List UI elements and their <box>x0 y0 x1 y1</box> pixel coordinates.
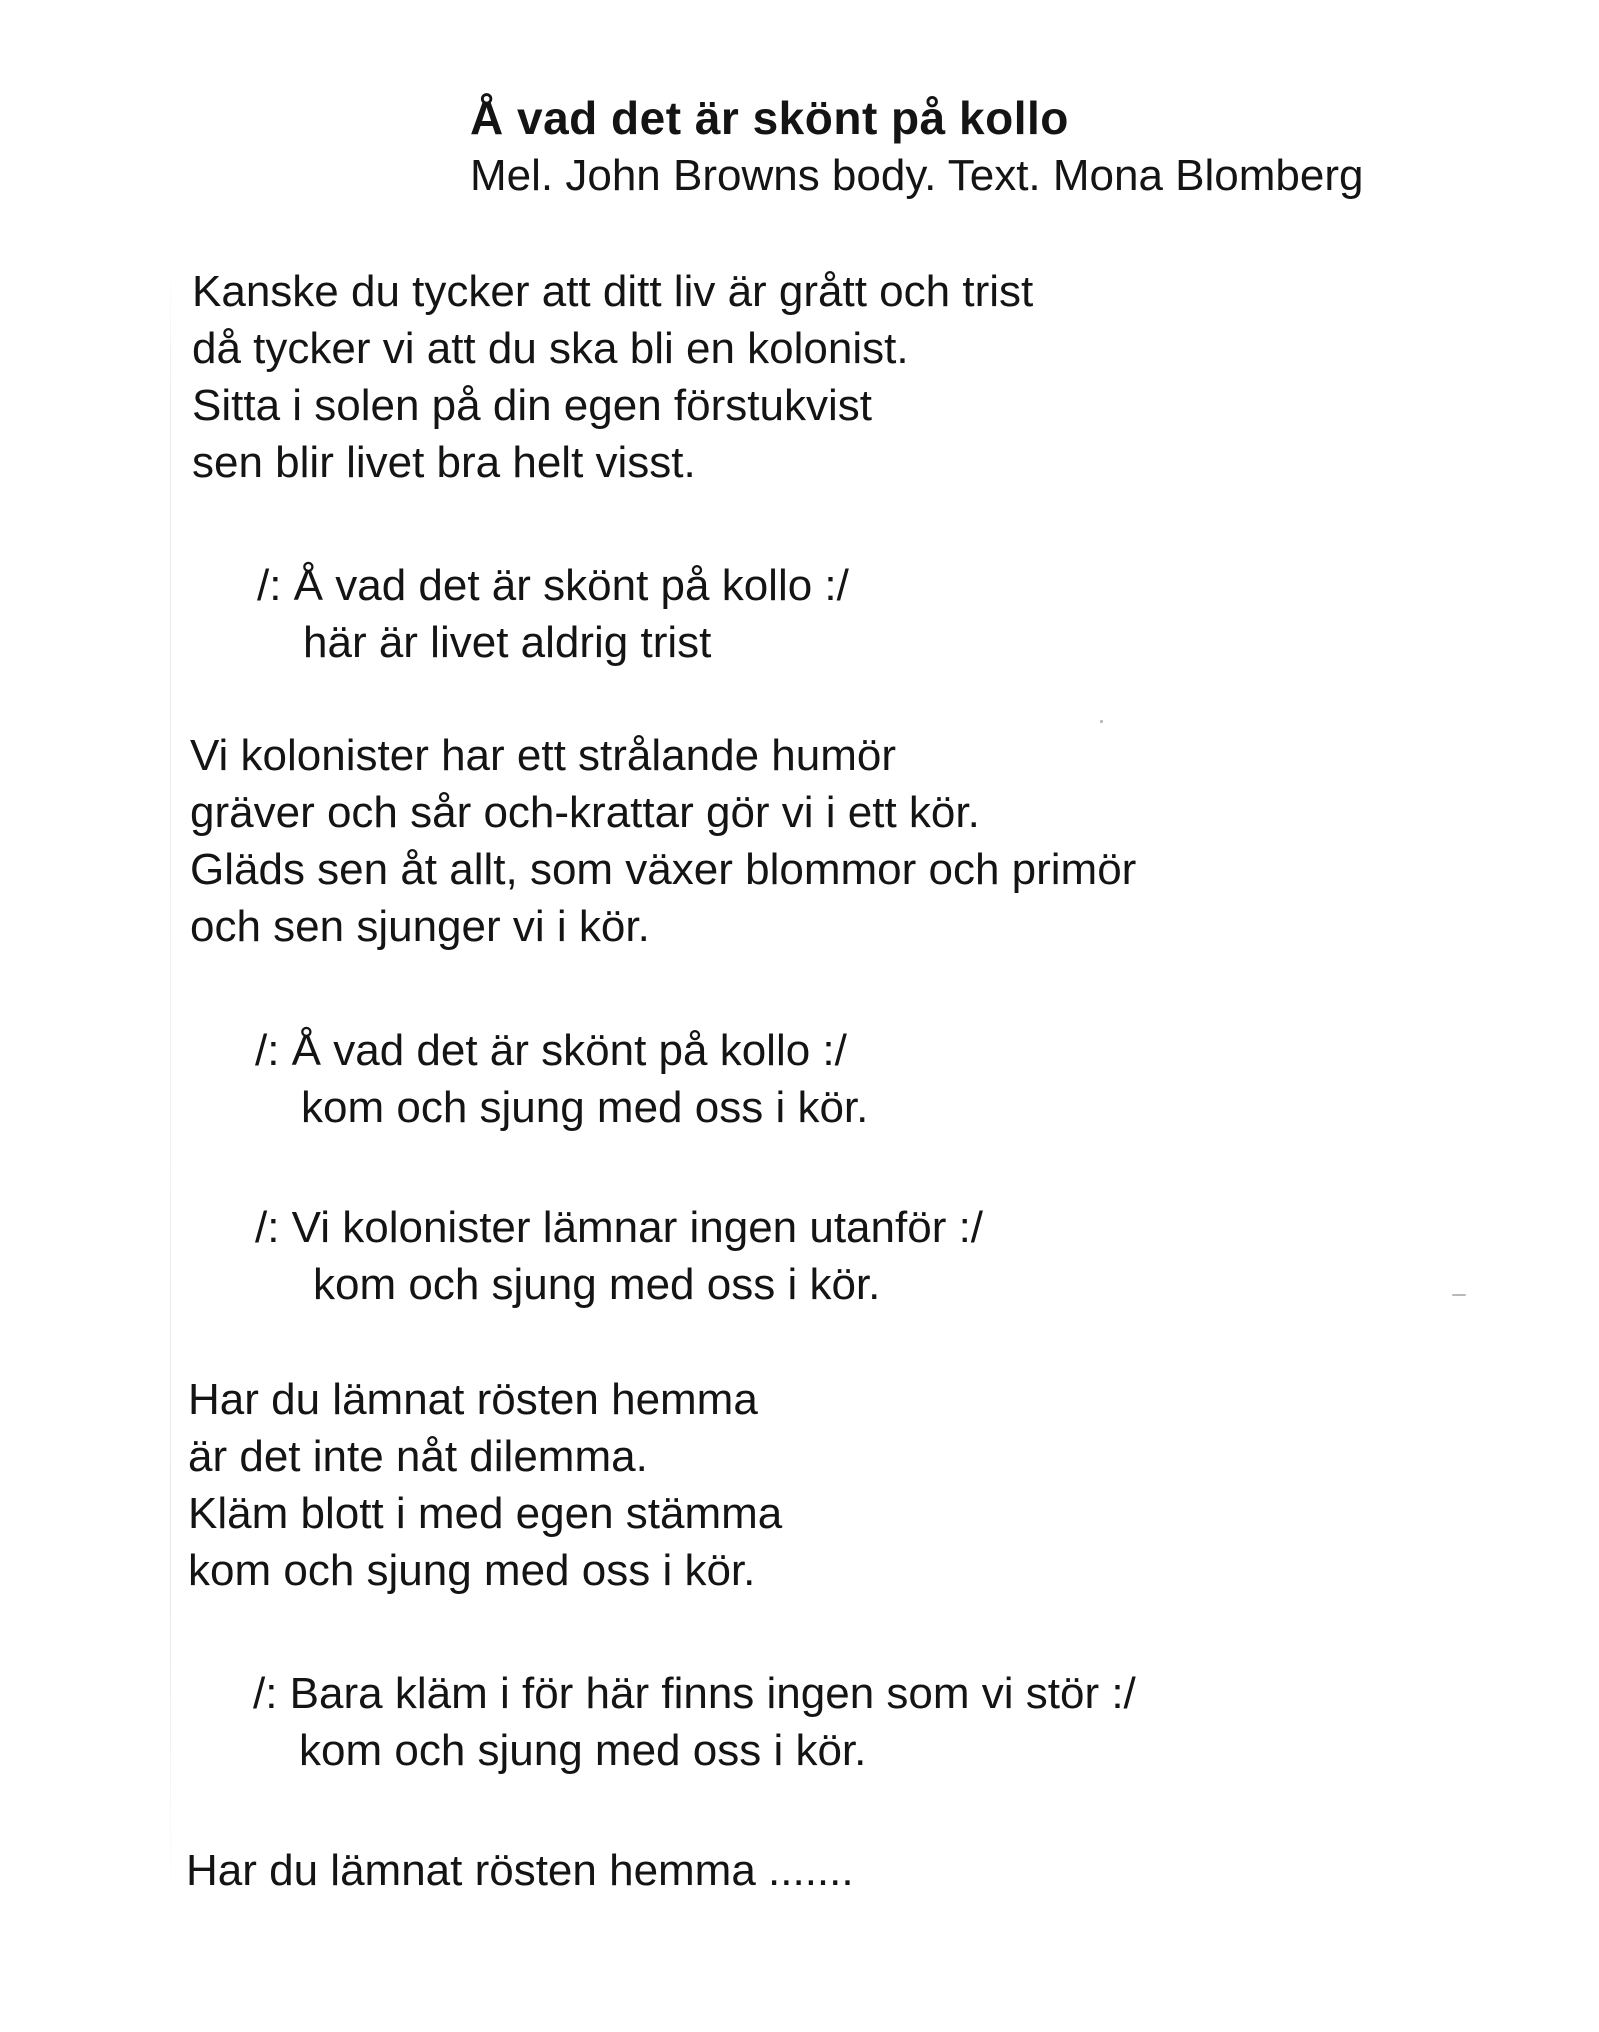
chorus-line: kom och sjung med oss i kör. <box>301 1083 869 1132</box>
lyric-line: och sen sjunger vi i kör. <box>190 902 650 951</box>
lyric-line: Sitta i solen på din egen förstukvist <box>192 381 872 430</box>
song-title: Å vad det är skönt på kollo <box>470 92 1069 144</box>
lyric-line: Har du lämnat rösten hemma <box>188 1375 758 1424</box>
verse-3 <box>188 1371 782 1599</box>
chorus-1 <box>257 557 849 671</box>
lyric-line: gräver och sår och-krattar gör vi i ett kör. <box>190 788 980 837</box>
chorus-line: kom och sjung med oss i kör. <box>299 1726 867 1775</box>
chorus-line: kom och sjung med oss i kör. <box>313 1260 881 1309</box>
chorus-4 <box>253 1665 1136 1779</box>
chorus-line: /: Å vad det är skönt på kollo :/ <box>257 561 849 610</box>
closing-line <box>186 1842 854 1899</box>
lyric-line: kom och sjung med oss i kör. <box>188 1546 756 1595</box>
chorus-line: /: Å vad det är skönt på kollo :/ <box>255 1026 847 1075</box>
chorus-line: här är livet aldrig trist <box>303 618 712 667</box>
lyric-line: Vi kolonister har ett strålande humör <box>190 731 896 780</box>
lyric-line: Har du lämnat rösten hemma ....... <box>186 1846 854 1895</box>
verse-1 <box>192 263 1033 491</box>
lyric-line: Gläds sen åt allt, som växer blommor och primör <box>190 845 1137 894</box>
verse-2 <box>190 727 1136 955</box>
lyric-line: Kanske du tycker att ditt liv är grått och trist <box>192 267 1034 316</box>
lyric-line: Kläm blott i med egen stämma <box>188 1489 783 1538</box>
lyric-line: då tycker vi att du ska bli en kolonist. <box>192 324 909 373</box>
scan-speck <box>1452 1294 1466 1296</box>
chorus-line: /: Vi kolonister lämnar ingen utanför :/ <box>255 1203 984 1252</box>
lyric-line: sen blir livet bra helt visst. <box>192 438 696 487</box>
song-credits: Mel. John Browns body. Text. Mona Blomberg <box>470 151 1364 200</box>
chorus-line: /: Bara kläm i för här finns ingen som vi stör :/ <box>253 1669 1136 1718</box>
scan-speck <box>1100 720 1103 723</box>
lyric-line: är det inte nåt dilemma. <box>188 1432 648 1481</box>
chorus-3 <box>255 1199 983 1313</box>
chorus-2 <box>255 1022 868 1136</box>
scan-edge-line <box>170 260 171 1910</box>
